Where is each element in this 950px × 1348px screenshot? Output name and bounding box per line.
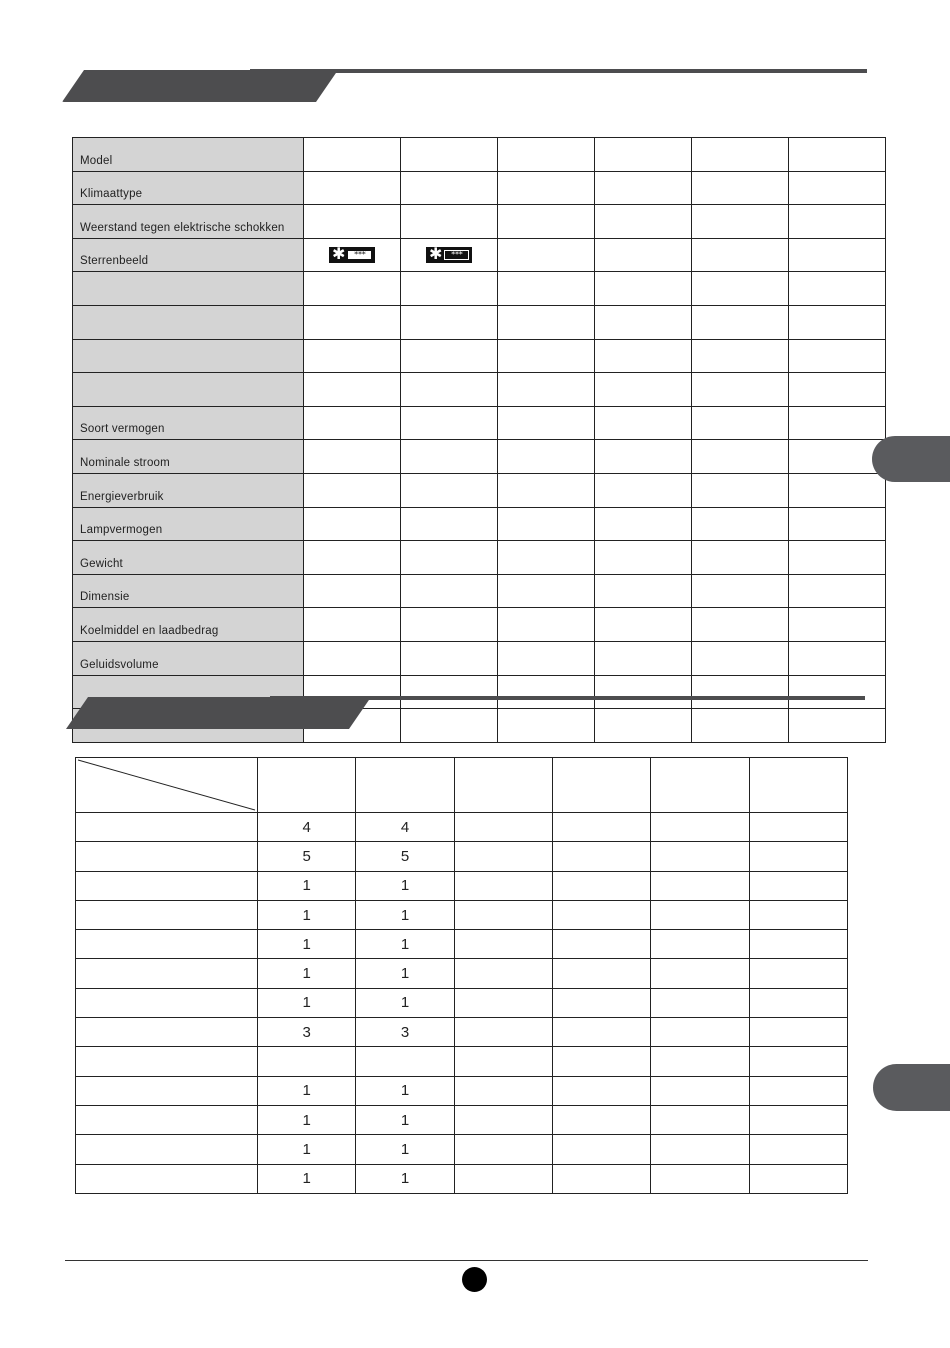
quantity-cell (749, 842, 847, 871)
value-cell (692, 272, 789, 306)
quantity-cell: 1 (356, 988, 454, 1017)
footer-rule (65, 1260, 868, 1261)
value-cell (401, 608, 498, 642)
row-label: Lampvermogen (73, 507, 304, 541)
table-row (76, 1018, 848, 1047)
snowflake-star-rating-icon (426, 243, 472, 263)
value-cell (401, 473, 498, 507)
quantity-cell (552, 1105, 650, 1134)
value-cell (789, 574, 886, 608)
table-row (73, 473, 886, 507)
quantity-cell (454, 900, 552, 929)
quantity-cell: 1 (258, 930, 356, 959)
value-cell (304, 440, 401, 474)
row-label: Dimensie (73, 574, 304, 608)
quantity-cell (651, 1076, 749, 1105)
quantity-cell (749, 813, 847, 842)
value-cell (498, 641, 595, 675)
quantity-cell: 1 (258, 871, 356, 900)
quantity-cell (552, 1076, 650, 1105)
quantity-cell: 3 (258, 1018, 356, 1047)
header-tab (62, 70, 338, 102)
value-cell (595, 205, 692, 239)
value-cell (789, 305, 886, 339)
side-tab-bottom (873, 1064, 950, 1111)
quantity-cell: 1 (356, 1105, 454, 1134)
value-cell (595, 507, 692, 541)
table-row (76, 988, 848, 1017)
quantity-cell: 1 (356, 900, 454, 929)
header-rule (250, 69, 867, 73)
value-cell (304, 138, 401, 172)
value-cell (789, 406, 886, 440)
header-cell (356, 758, 454, 813)
quantity-cell (552, 1135, 650, 1164)
table-row (73, 406, 886, 440)
quantity-cell (552, 1047, 650, 1076)
star-count: *** (444, 250, 469, 260)
value-cell (692, 373, 789, 407)
quantity-cell (749, 1105, 847, 1134)
quantity-cell: 1 (258, 900, 356, 929)
table-row (73, 138, 886, 172)
value-cell (595, 171, 692, 205)
value-cell (498, 339, 595, 373)
value-cell (692, 641, 789, 675)
value-cell (498, 541, 595, 575)
row-label: Sterrenbeeld (73, 238, 304, 272)
table-row (73, 171, 886, 205)
value-cell (498, 675, 595, 709)
quantity-cell (749, 1018, 847, 1047)
value-cell (401, 574, 498, 608)
quantity-cell (454, 871, 552, 900)
quantity-cell (454, 842, 552, 871)
value-cell (304, 305, 401, 339)
value-cell (595, 339, 692, 373)
value-cell (595, 406, 692, 440)
accessories-table (75, 757, 848, 1194)
quantity-cell (651, 842, 749, 871)
row-label: Energieverbruik (73, 473, 304, 507)
quantity-cell (749, 1076, 847, 1105)
row-label: Geluidsvolume (73, 641, 304, 675)
row-label (76, 988, 258, 1017)
specifications-table (72, 137, 886, 743)
value-cell (789, 608, 886, 642)
quantity-cell (651, 988, 749, 1017)
row-label (76, 900, 258, 929)
value-cell (595, 675, 692, 709)
quantity-cell (749, 959, 847, 988)
quantity-cell (651, 813, 749, 842)
value-cell (789, 272, 886, 306)
value-cell (595, 574, 692, 608)
value-cell (304, 541, 401, 575)
quantity-cell (552, 900, 650, 929)
value-cell (401, 440, 498, 474)
header-cell (454, 758, 552, 813)
value-cell (498, 272, 595, 306)
quantity-cell: 1 (356, 871, 454, 900)
value-cell (789, 440, 886, 474)
value-cell (789, 138, 886, 172)
value-cell (595, 305, 692, 339)
quantity-cell: 5 (356, 842, 454, 871)
quantity-cell: 5 (258, 842, 356, 871)
quantity-cell: 1 (258, 988, 356, 1017)
quantity-cell: 1 (258, 1076, 356, 1105)
value-cell (692, 238, 789, 272)
row-label (73, 339, 304, 373)
value-cell (401, 205, 498, 239)
row-label: Klimaattype (73, 171, 304, 205)
value-cell (304, 373, 401, 407)
row-label (76, 959, 258, 988)
snowflake-star-rating-icon (329, 243, 375, 263)
value-cell (498, 171, 595, 205)
table-row (73, 373, 886, 407)
value-cell (595, 473, 692, 507)
value-cell (692, 608, 789, 642)
value-cell (789, 507, 886, 541)
row-label (73, 272, 304, 306)
table-row (76, 1047, 848, 1076)
value-cell (692, 171, 789, 205)
value-cell (692, 675, 789, 709)
table-row (73, 541, 886, 575)
quantity-cell (552, 871, 650, 900)
quantity-cell (749, 1135, 847, 1164)
value-cell (304, 574, 401, 608)
value-cell (789, 373, 886, 407)
value-cell (304, 507, 401, 541)
value-cell (789, 238, 886, 272)
value-cell (789, 675, 886, 709)
quantity-cell (749, 900, 847, 929)
value-cell (595, 373, 692, 407)
quantity-cell: 1 (356, 1076, 454, 1105)
quantity-cell (454, 930, 552, 959)
value-cell (304, 205, 401, 239)
row-label (76, 1076, 258, 1105)
value-cell (304, 272, 401, 306)
table-row (73, 238, 886, 272)
value-cell (692, 440, 789, 474)
quantity-cell (552, 1018, 650, 1047)
table-row (73, 272, 886, 306)
value-cell (692, 473, 789, 507)
row-label (76, 1105, 258, 1134)
table-header-row (76, 758, 848, 813)
value-cell (692, 541, 789, 575)
diagonal-line (76, 758, 257, 812)
quantity-cell: 4 (356, 813, 454, 842)
quantity-cell: 1 (258, 1135, 356, 1164)
value-cell (401, 339, 498, 373)
quantity-cell (651, 871, 749, 900)
value-cell (692, 205, 789, 239)
row-label: Weerstand tegen elektrische schokken (73, 205, 304, 239)
value-cell (498, 305, 595, 339)
header-cell (258, 758, 356, 813)
value-cell (692, 709, 789, 743)
value-cell (401, 373, 498, 407)
value-cell (789, 541, 886, 575)
quantity-cell (651, 1018, 749, 1047)
quantity-cell (651, 930, 749, 959)
quantity-cell (454, 988, 552, 1017)
value-cell (789, 205, 886, 239)
quantity-cell (552, 813, 650, 842)
row-label: Model (73, 138, 304, 172)
row-label (76, 930, 258, 959)
value-cell (789, 641, 886, 675)
row-label (73, 373, 304, 407)
table-row (76, 1164, 848, 1193)
quantity-cell (454, 1018, 552, 1047)
value-cell (304, 238, 401, 272)
table-row (73, 507, 886, 541)
table-row (76, 871, 848, 900)
value-cell (401, 709, 498, 743)
row-label: Nominale stroom (73, 440, 304, 474)
quantity-cell (258, 1047, 356, 1076)
quantity-cell (454, 1105, 552, 1134)
quantity-cell (552, 988, 650, 1017)
value-cell (401, 675, 498, 709)
value-cell (498, 440, 595, 474)
star-count: *** (347, 250, 372, 260)
row-label (76, 1018, 258, 1047)
value-cell (401, 171, 498, 205)
value-cell (498, 709, 595, 743)
value-cell (498, 507, 595, 541)
quantity-cell: 1 (258, 1164, 356, 1193)
quantity-cell: 1 (258, 1105, 356, 1134)
value-cell (692, 305, 789, 339)
value-cell (595, 541, 692, 575)
page-number-dot (462, 1267, 487, 1292)
quantity-cell (749, 988, 847, 1017)
diagonal-header-cell (76, 758, 258, 813)
value-cell (498, 373, 595, 407)
value-cell (304, 339, 401, 373)
quantity-cell: 4 (258, 813, 356, 842)
value-cell (401, 138, 498, 172)
quantity-cell (749, 1164, 847, 1193)
value-cell (304, 641, 401, 675)
table-row (76, 813, 848, 842)
value-cell (789, 171, 886, 205)
table-row (73, 305, 886, 339)
quantity-cell (749, 1047, 847, 1076)
value-cell (789, 473, 886, 507)
quantity-cell: 1 (356, 959, 454, 988)
row-label (76, 842, 258, 871)
table-row (73, 574, 886, 608)
value-cell (401, 272, 498, 306)
value-cell (595, 272, 692, 306)
table-row (76, 900, 848, 929)
row-label (76, 1047, 258, 1076)
quantity-cell (651, 1164, 749, 1193)
quantity-cell (454, 1164, 552, 1193)
value-cell (401, 507, 498, 541)
value-cell (401, 305, 498, 339)
row-label: Gewicht (73, 541, 304, 575)
row-label (76, 1135, 258, 1164)
value-cell (595, 238, 692, 272)
value-cell (401, 641, 498, 675)
value-cell (304, 406, 401, 440)
row-label (73, 305, 304, 339)
table-row (73, 440, 886, 474)
value-cell (498, 608, 595, 642)
value-cell (595, 608, 692, 642)
quantity-cell (454, 1047, 552, 1076)
value-cell (401, 406, 498, 440)
quantity-cell (749, 930, 847, 959)
value-cell (498, 473, 595, 507)
table-row (76, 842, 848, 871)
quantity-cell (454, 1076, 552, 1105)
side-tab-top (872, 436, 950, 482)
value-cell (595, 709, 692, 743)
row-label (76, 813, 258, 842)
quantity-cell (454, 959, 552, 988)
quantity-cell (454, 1135, 552, 1164)
quantity-cell (552, 930, 650, 959)
value-cell (304, 608, 401, 642)
value-cell (498, 205, 595, 239)
value-cell (304, 473, 401, 507)
value-cell (789, 709, 886, 743)
quantity-cell (651, 1105, 749, 1134)
row-label (76, 871, 258, 900)
value-cell (595, 440, 692, 474)
table-row (76, 1135, 848, 1164)
value-cell (595, 138, 692, 172)
table-row (76, 1105, 848, 1134)
value-cell (498, 574, 595, 608)
table-row (76, 959, 848, 988)
quantity-cell (552, 1164, 650, 1193)
quantity-cell (552, 842, 650, 871)
quantity-cell (651, 900, 749, 929)
value-cell (401, 238, 498, 272)
row-label (76, 1164, 258, 1193)
quantity-cell: 1 (258, 959, 356, 988)
header-cell (552, 758, 650, 813)
table-row (76, 930, 848, 959)
quantity-cell (552, 959, 650, 988)
value-cell (498, 406, 595, 440)
quantity-cell (356, 1047, 454, 1076)
quantity-cell: 1 (356, 1164, 454, 1193)
table-row (73, 641, 886, 675)
value-cell (595, 641, 692, 675)
quantity-cell (454, 813, 552, 842)
quantity-cell: 1 (356, 1135, 454, 1164)
table-row (73, 205, 886, 239)
row-label: Soort vermogen (73, 406, 304, 440)
value-cell (692, 507, 789, 541)
quantity-cell (651, 1135, 749, 1164)
header-tab (66, 697, 371, 729)
quantity-cell (651, 1047, 749, 1076)
header-cell (749, 758, 847, 813)
quantity-cell: 3 (356, 1018, 454, 1047)
value-cell (692, 339, 789, 373)
quantity-cell (651, 959, 749, 988)
value-cell (692, 138, 789, 172)
quantity-cell: 1 (356, 930, 454, 959)
snowflake-icon: ✱ (429, 243, 443, 263)
table-row (73, 339, 886, 373)
value-cell (498, 138, 595, 172)
value-cell (498, 238, 595, 272)
table-row (76, 1076, 848, 1105)
snowflake-icon: ✱ (332, 243, 346, 263)
value-cell (692, 574, 789, 608)
value-cell (304, 171, 401, 205)
value-cell (692, 406, 789, 440)
row-label: Koelmiddel en laadbedrag (73, 608, 304, 642)
value-cell (401, 541, 498, 575)
quantity-cell (749, 871, 847, 900)
table-row (73, 608, 886, 642)
header-cell (651, 758, 749, 813)
value-cell (789, 339, 886, 373)
